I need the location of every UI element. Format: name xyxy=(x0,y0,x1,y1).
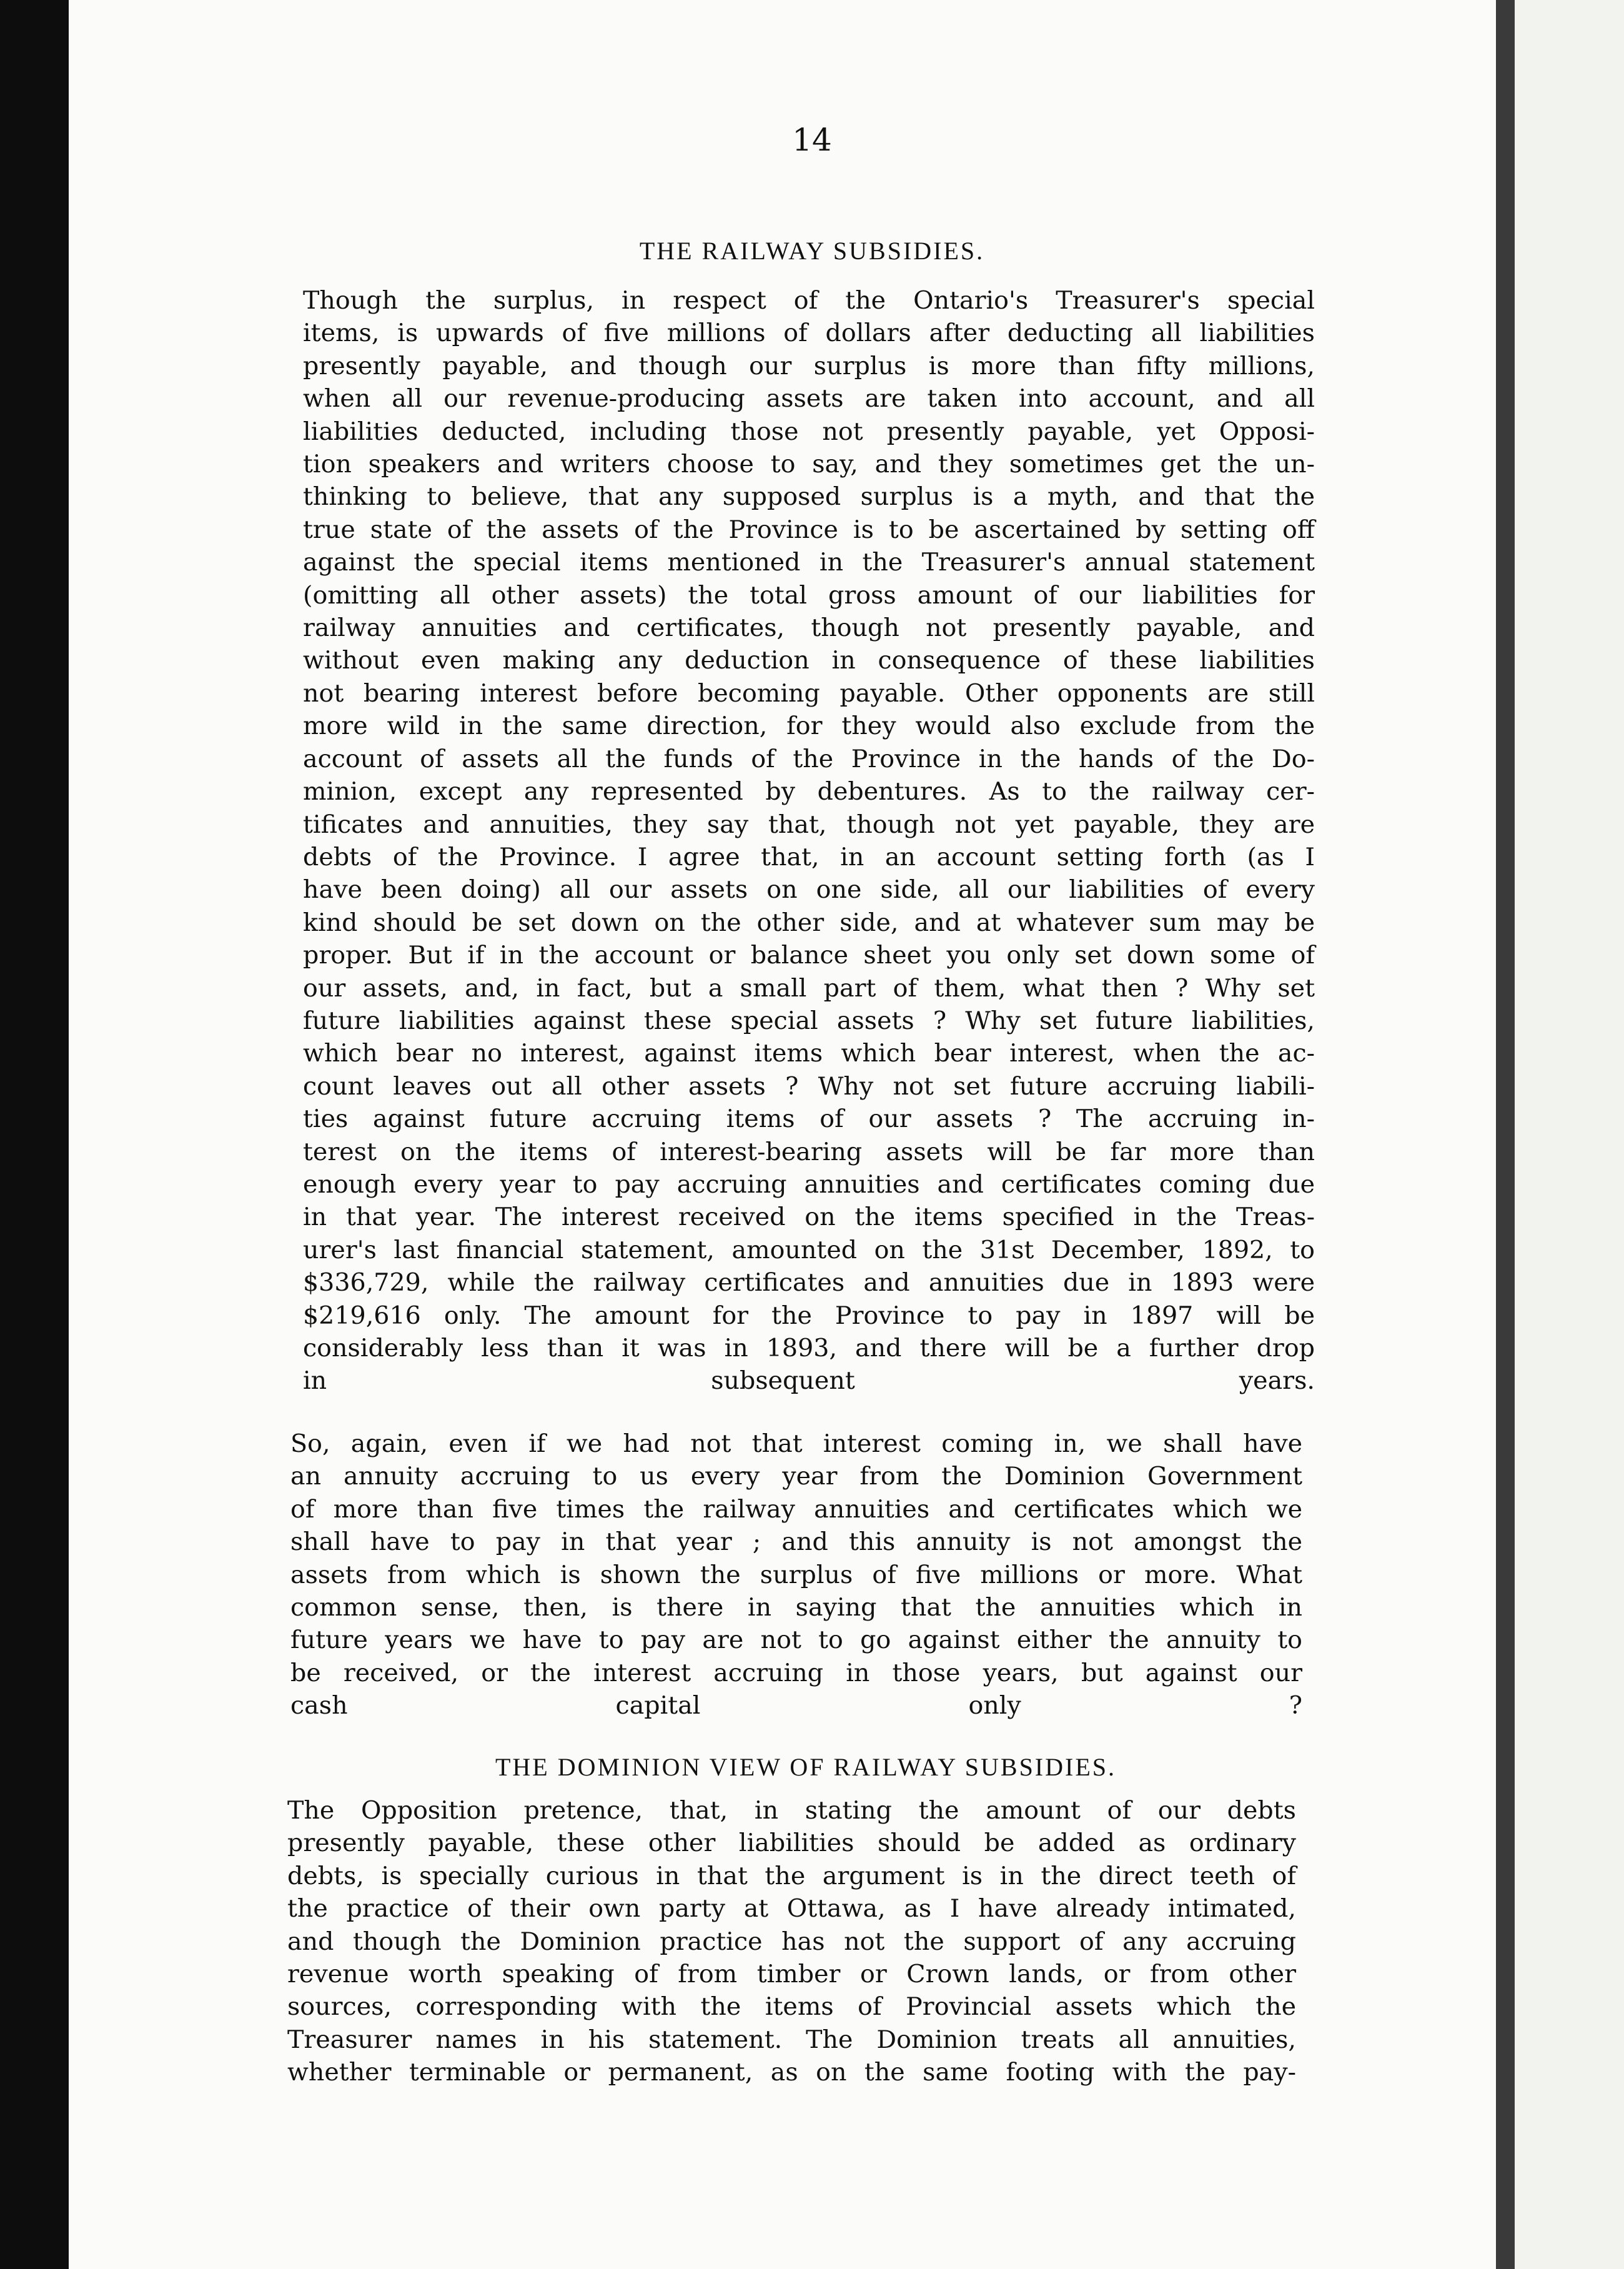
paragraph-dominion-annuity xyxy=(290,1427,1302,1722)
section-heading-dominion-view: THE DOMINION VIEW OF RAILWAY SUBSIDIES. xyxy=(495,1753,1117,1781)
section-heading-railway-subsidies: THE RAILWAY SUBSIDIES. xyxy=(639,237,985,265)
page-gutter xyxy=(1496,0,1515,2269)
paragraph-surplus xyxy=(303,284,1315,1398)
paragraph-last-line: in subsequent years. xyxy=(303,1366,1315,1396)
paragraph-last-line: cash capital only ? xyxy=(290,1691,1302,1720)
adjacent-page-edge xyxy=(1515,0,1624,2269)
paragraph-body: Though the surplus, in respect of the Ontario's Treasurer's special items, is upwards of five millions of dollars after deducting all liabilities presently payable, and though our surplus is more than fifty millions, when all our revenue-producing assets are taken into account, and all liabilities deducted, including those not presently payable, yet Opposi- tion speakers and writers choose to say, and they sometimes get the un- thinking to believe, that any supposed surplus is a myth, and that the true state of the assets of the Province is to be ascertained by setting off against the special items mentioned in the Treasurer's annual statement (omitting all other assets) the total gross amount of our liabilities for railway annuities and certificates, though not presently payable, and without even making any deduction in consequence of these liabilities not bearing interest before becoming payable. Other opponents are still more wild in the same direction, for they would also exclude from the account of assets all the funds of the Province in the hands of the Do- minion, except any represented by debentures. As to the railway cer- tificates and annuities, they say that, though not yet payable, they are debts of the Province. I agree that, in an account setting forth (as I have been doing) all our assets on one side, all our liabilities of every kind should be set down on the other side, and at whatever sum may be proper. But if in the account or balance sheet you only set down some of our assets, and, in fact, but a small part of them, what then ? Why set future liabilities against these special assets ? Why set future liabilities, which bear no interest, against items which bear interest, when the ac- count leaves out all other assets ? Why not set future accruing liabili- ties against future accruing items of our assets ? The accruing in- terest on the items of interest-bearing assets will be far more than enough every year to pay accruing annuities and certificates coming due in that year. The interest received on the items specified in the Treas- urer's last financial statement, amounted on the 31st December, 1892, to $336,729, while the railway certificates and annuities due in 1893 were $219,616 only. The amount for the Province to pay in 1897 will be considerably less than it was in 1893, and there will be a further drop xyxy=(303,286,1315,1363)
paragraph-opposition-pretence: The Opposition pretence, that, in stating the amount of our debts presently payable, these other liabilities should be added as ordinary debts, is specially curious in that the argument is in the direct teeth of the practice of their own party at Ottawa, as I have already intimated, and though the Dominion practice has not the support of any accruing revenue worth speaking of from timber or Crown lands, or from other sources, corresponding with the items of Provincial assets which the Treasurer names in his statement. The Dominion treats all annuities, whether terminable or permanent, as on the same footing with the pay- xyxy=(287,1796,1296,2087)
paragraph-body: So, again, even if we had not that interest coming in, we shall have an annuity accruing to us every year from the Dominion Government of more than five times the railway annuities and certificates which we shall have to pay in that year ; and this annuity is not amongst the assets from which is shown the surplus of five millions or more. What common sense, then, is there in saying that the annuities which in future years we have to pay are not to go against either the annuity to be received, or the interest accruing in those years, but against our xyxy=(290,1429,1302,1687)
page-number: 14 xyxy=(792,122,832,158)
